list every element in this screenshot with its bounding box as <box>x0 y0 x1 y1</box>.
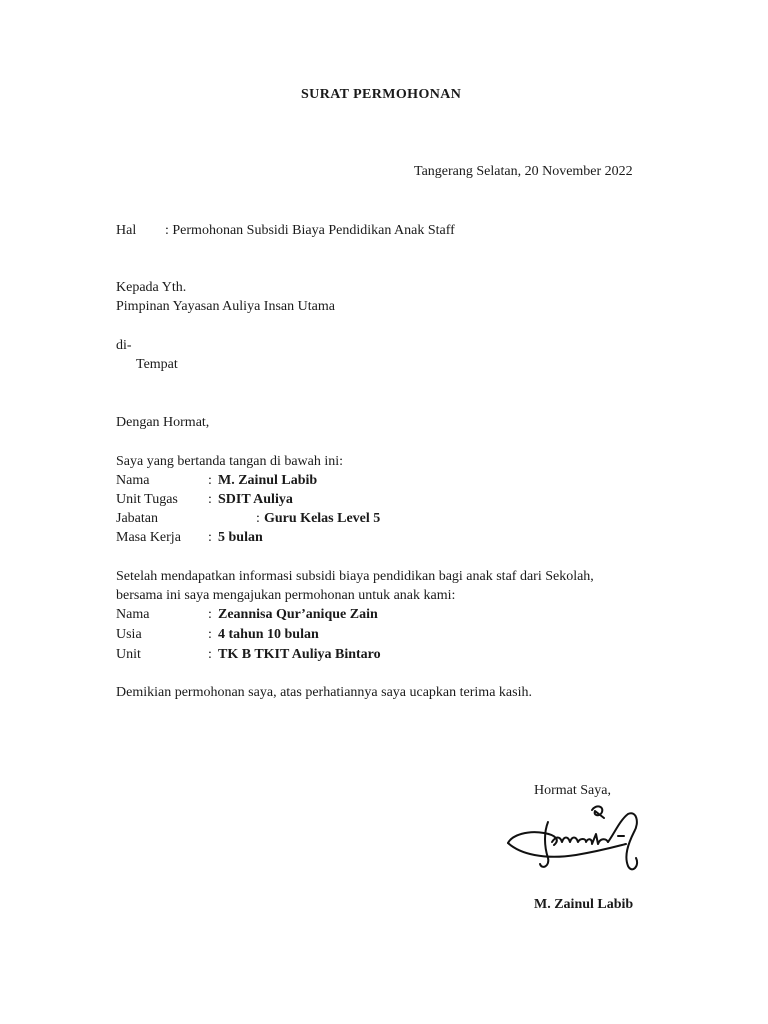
recipient-line-4: Tempat <box>136 357 178 372</box>
employee-unit-label: Unit Tugas <box>116 492 178 507</box>
salutation: Hormat Saya, <box>534 783 611 798</box>
intro-line: Saya yang bertanda tangan di bawah ini: <box>116 454 344 469</box>
employee-unit-value: SDIT Auliya <box>218 492 293 507</box>
employee-tenure-value: 5 bulan <box>218 530 263 545</box>
place-date: Tangerang Selatan, 20 November 2022 <box>414 164 633 179</box>
child-name-label: Nama <box>116 607 150 622</box>
child-age-colon: : <box>208 627 212 642</box>
child-unit-label: Unit <box>116 647 141 662</box>
employee-tenure-colon: : <box>208 530 212 545</box>
handwritten-signature <box>500 800 650 880</box>
greeting: Dengan Hormat, <box>116 415 210 430</box>
recipient-line-1: Kepada Yth. <box>116 280 187 295</box>
child-name-colon: : <box>208 607 212 622</box>
closing-line: Demikian permohonan saya, atas perhatiannya saya ucapkan terima kasih. <box>116 685 532 700</box>
employee-position-value: Guru Kelas Level 5 <box>264 511 381 526</box>
signer-name: M. Zainul Labib <box>534 897 634 912</box>
body-line-1: Setelah mendapatkan informasi subsidi biaya pendidikan bagi anak staf dari Sekolah, <box>116 569 594 584</box>
body-line-2: bersama ini saya mengajukan permohonan untuk anak kami: <box>116 588 456 603</box>
employee-tenure-label: Masa Kerja <box>116 530 181 545</box>
child-age-label: Usia <box>116 627 142 642</box>
letter-title: SURAT PERMOHONAN <box>301 87 462 102</box>
employee-position-label: Jabatan <box>116 511 158 526</box>
recipient-line-2: Pimpinan Yayasan Auliya Insan Utama <box>116 299 335 314</box>
employee-name-colon: : <box>208 473 212 488</box>
child-age-value: 4 tahun 10 bulan <box>218 627 319 642</box>
employee-name-value: M. Zainul Labib <box>218 473 318 488</box>
employee-position-colon: : <box>256 511 260 526</box>
employee-unit-colon: : <box>208 492 212 507</box>
recipient-line-3: di- <box>116 338 132 353</box>
subject-value: : Permohonan Subsidi Biaya Pendidikan Anak Staff <box>165 223 455 238</box>
child-unit-value: TK B TKIT Auliya Bintaro <box>218 647 381 662</box>
child-name-value: Zeannisa Qur’anique Zain <box>218 607 378 622</box>
child-unit-colon: : <box>208 647 212 662</box>
subject-label: Hal <box>116 223 137 238</box>
employee-name-label: Nama <box>116 473 150 488</box>
